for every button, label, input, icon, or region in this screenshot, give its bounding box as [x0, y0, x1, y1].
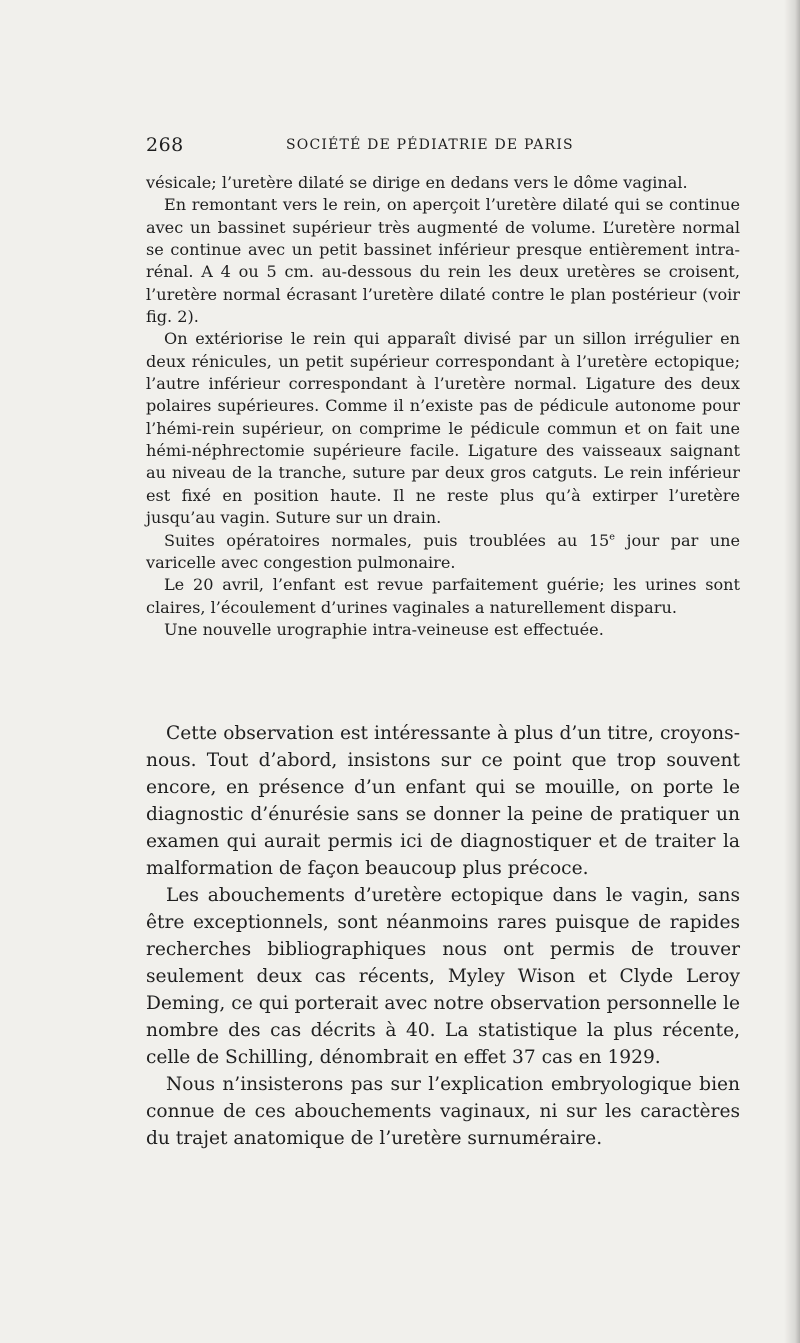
paragraph: On extériorise le rein qui apparaît divisé par un sillon irrégulier en deux rénicules, un petit supérieur correspondant à l’uretère ectopique; l’autre inférieur correspondant à l’uretère normal. Ligature des deux polaires supérieures. Comme il n’existe pas de pédicule autonome pour l’hémi-rein supérieur, on comprime le pédicule commun et on fait une hémi-néphrectomie supérieure facile. Ligature des vaisseaux saignant au niveau de la tranche, suture par deux gros catguts. Le rein inférieur est fixé en position haute. Il ne reste plus qu’à extirper l’uretère jusqu’au vagin. Suture sur un drain. — [146, 329, 740, 528]
paragraph: Nous n’insisterons pas sur l’explication embryologique bien connue de ces abouchements vaginaux, ni sur les caractères du trajet anatomique de l’uretère surnuméraire. — [146, 1074, 740, 1149]
discussion-text — [146, 720, 740, 1152]
paragraph: En remontant vers le rein, on aperçoit l’uretère dilaté qui se continue avec un bassinet supérieur très augmenté de volume. L’uretère normal se continue avec un petit bassinet inférieur presque entièrement intra-rénal. A 4 ou 5 cm. au-dessous du rein les deux uretères se croisent, l’uretère normal écrasant l’uretère dilaté contre le plan postérieur (voir fig. 2). — [146, 195, 740, 327]
ordinal-superscript: e — [609, 531, 616, 543]
page-number: 268 — [146, 134, 184, 156]
paragraph: Les abouchements d’uretère ectopique dans le vagin, sans être exceptionnels, sont néanmoins rares puisque de rapides recherches bibliographiques nous ont permis de trouver seulement deux cas récents, Myley Wison et Clyde Leroy Deming, ce qui porterait avec notre observation personnelle le nombre des cas décrits à 40. La statistique la plus récente, celle de Schilling, dénombrait en effet 37 cas en 1929. — [146, 885, 740, 1068]
running-head: SOCIÉTÉ DE PÉDIATRIE DE PARIS — [286, 137, 574, 153]
paragraph: Cette observation est intéressante à plus d’un titre, croyons-nous. Tout d’abord, insistons sur ce point que trop souvent encore, en présence d’un enfant qui se mouille, on porte le diagnostic d’énurésie sans se donner la peine de pratiquer un examen qui aurait permis ici de diagnostiquer et de traiter la malformation de façon beaucoup plus précoce. — [146, 723, 740, 879]
page-header — [146, 132, 740, 158]
paragraph: Le 20 avril, l’enfant est revue parfaitement guérie; les urines sont claires, l’écoulement d’urines vaginales a naturellement disparu. — [146, 575, 740, 617]
page-edge-shadow — [784, 0, 800, 1343]
observation-text — [146, 172, 740, 641]
suites-text-start: Suites opératoires normales, puis troublées au 15 — [164, 530, 610, 550]
paragraph-suites — [146, 530, 740, 575]
paragraph: vésicale; l’uretère dilaté se dirige en dedans vers le dôme vaginal. — [146, 173, 688, 192]
suites-text-end: jour par une varicelle avec congestion pulmonaire. — [146, 530, 740, 572]
paragraph: Une nouvelle urographie intra-veineuse est effectuée. — [164, 619, 604, 639]
